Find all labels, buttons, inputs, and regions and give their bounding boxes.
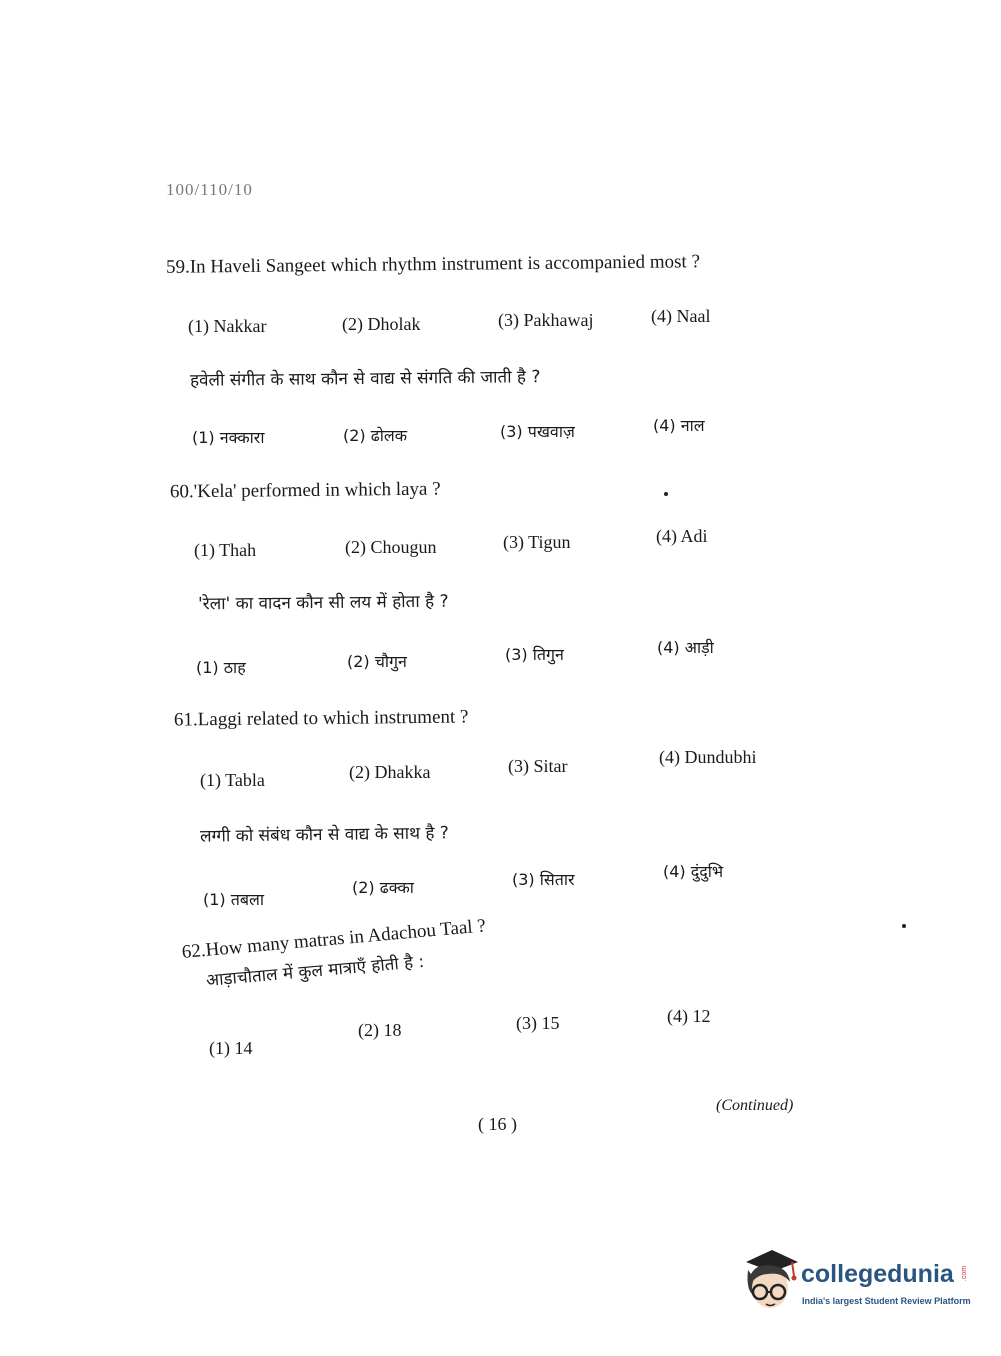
option: (1) Thah xyxy=(194,540,257,560)
option-hindi: (1) नक्कारा xyxy=(192,428,265,447)
question-text: 'Kela' performed in which laya ? xyxy=(193,478,441,503)
option: (2) Dholak xyxy=(342,314,421,334)
continued-label: (Continued) xyxy=(716,1097,794,1114)
option-hindi: (3) सितार xyxy=(512,870,575,889)
option-hindi: (3) पखवाज़ xyxy=(500,422,575,441)
question-text-hindi: हवेली संगीत के साथ कौन से वाद्य से संगति की जाती है ? xyxy=(189,367,541,391)
question-number: 61. xyxy=(173,709,198,731)
question-number: 59. xyxy=(165,256,190,278)
option: (4) Dundubhi xyxy=(659,747,757,767)
option: (1) 14 xyxy=(209,1038,253,1058)
option: (3) Pakhawaj xyxy=(498,310,594,330)
page-number: ( 16 ) xyxy=(478,1114,517,1134)
question-60 xyxy=(170,479,441,504)
option-hindi: (4) दुंदुभि xyxy=(663,862,724,881)
brand-tagline: India's largest Student Review Platform xyxy=(802,1296,971,1306)
brand-suffix: .com xyxy=(961,1265,969,1282)
option: (3) 15 xyxy=(516,1013,560,1033)
question-text-hindi: 'रेला' का वादन कौन सी लय में होता है ? xyxy=(197,591,449,615)
option-hindi: (2) ढोलक xyxy=(343,426,408,445)
question-text-hindi: लग्गी को संबंध कौन से वाद्य के साथ है ? xyxy=(199,823,449,847)
option: (1) Nakkar xyxy=(188,316,267,336)
question-text: Laggi related to which instrument ? xyxy=(197,706,469,731)
scan-speck xyxy=(664,492,668,496)
question-number: 62. xyxy=(181,939,207,963)
option: (3) Sitar xyxy=(508,756,568,776)
question-text-hindi: आड़ाचौताल में कुल मात्राएँ होती है : xyxy=(205,951,426,991)
option-hindi: (4) नाल xyxy=(653,416,705,435)
option: (2) 18 xyxy=(358,1020,402,1040)
option-hindi: (2) ढक्का xyxy=(352,878,414,897)
option: (2) Dhakka xyxy=(349,762,431,782)
option: (1) Tabla xyxy=(200,770,265,790)
option: (2) Chougun xyxy=(345,537,437,557)
paper-code: 100/110/10 xyxy=(166,180,253,199)
option-hindi: (3) तिगुन xyxy=(505,645,564,664)
question-text: In Haveli Sangeet which rhythm instrument is accompanied most ? xyxy=(189,251,701,278)
scan-speck xyxy=(902,924,906,928)
option: (4) Adi xyxy=(656,526,708,546)
question-number: 60. xyxy=(169,481,194,503)
option-hindi: (1) ठाह xyxy=(196,658,246,677)
option-hindi: (2) चौगुन xyxy=(347,652,407,671)
option: (4) 12 xyxy=(667,1006,711,1026)
mascot-icon xyxy=(742,1248,800,1316)
collegedunia-logo xyxy=(742,1248,972,1320)
option: (3) Tigun xyxy=(503,532,571,552)
option-hindi: (4) आड़ी xyxy=(657,638,714,657)
option: (4) Naal xyxy=(651,306,711,326)
question-text: How many matras in Adachou Taal ? xyxy=(204,915,487,961)
question-59 xyxy=(166,251,700,279)
brand-name: collegedunia xyxy=(801,1260,954,1288)
question-61 xyxy=(174,706,469,731)
option-hindi: (1) तबला xyxy=(203,890,264,909)
